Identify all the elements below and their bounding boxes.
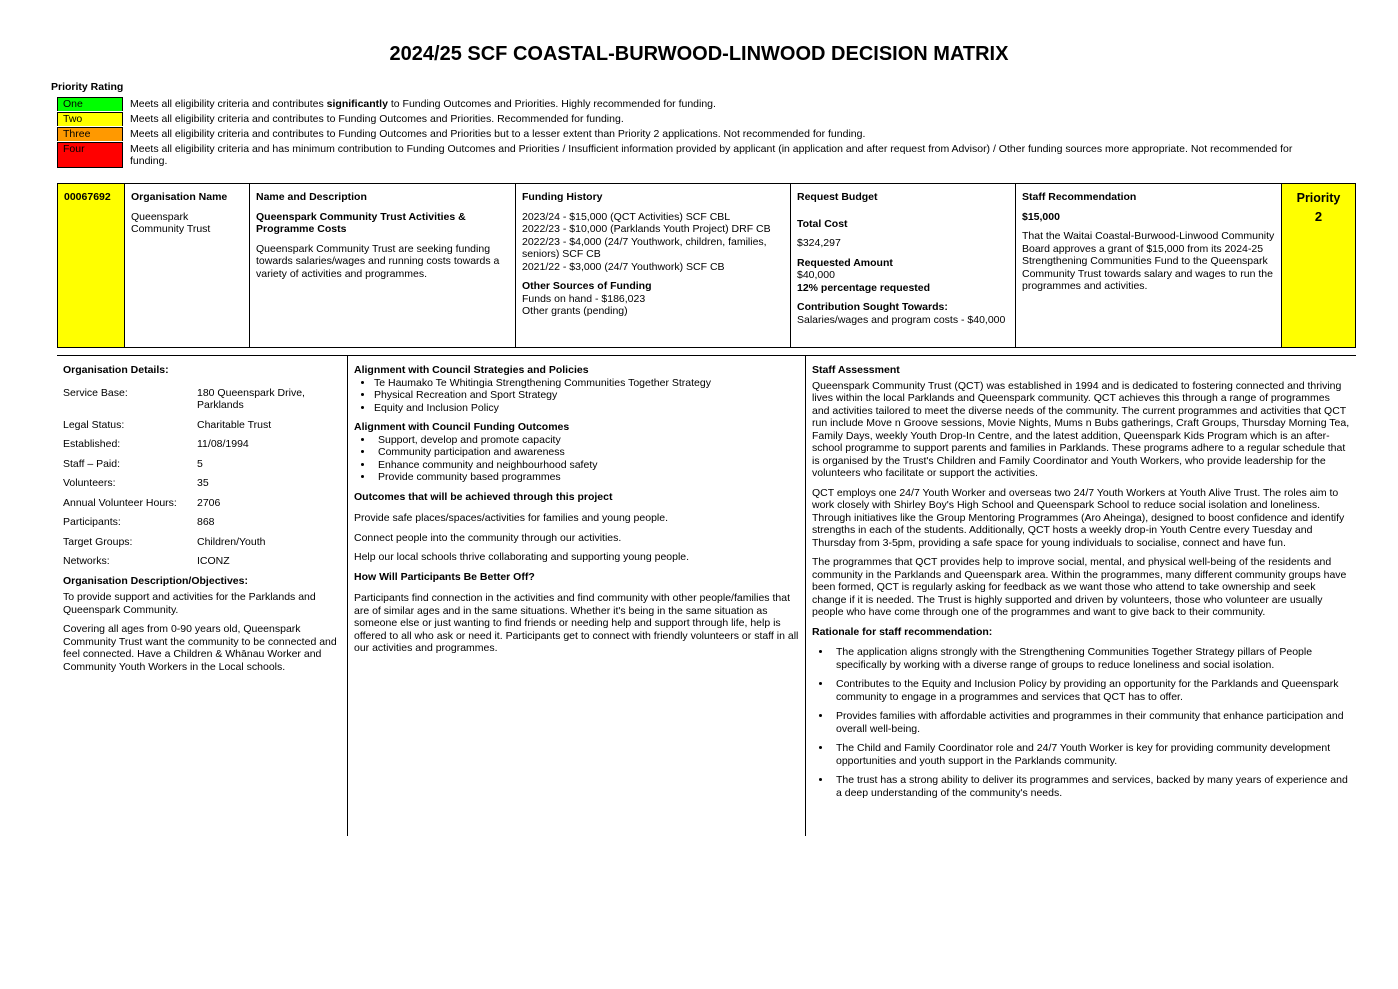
- legend-text-two: Meets all eligibility criteria and contributes to Funding Outcomes and Priorities. Recommended for funding.: [130, 113, 624, 125]
- detail-row: Service Base: 180 Queenspark Drive, Parklands: [63, 386, 305, 411]
- requested-amount-label: Requested Amount: [797, 256, 893, 269]
- funding-outcomes-heading: Alignment with Council Funding Outcomes: [354, 421, 570, 433]
- project-name: Queenspark Community Trust Activities & Programme Costs: [256, 210, 466, 235]
- strategy-item: • Te Haumako Te Whitingia Strengthening Communities Together Strategy: [374, 377, 799, 390]
- application-summary-table: [57, 183, 1356, 348]
- funding-history-item: 2021/22 - $3,000 (24/7 Youthwork) SCF CB: [522, 260, 725, 273]
- detail-row: Established: 11/08/1994: [63, 438, 249, 450]
- contribution-label: Contribution Sought Towards:: [797, 301, 948, 313]
- detail-row: Target Groups: Children/Youth: [63, 535, 266, 548]
- request-budget-heading: Request Budget: [797, 191, 878, 203]
- legend-swatch-three: Three: [57, 127, 123, 141]
- legend-swatch-two: Two: [57, 112, 123, 126]
- organisation-details-column: [57, 356, 348, 836]
- organisation-cell: [125, 184, 250, 347]
- funding-history-cell: [516, 184, 791, 347]
- other-sources-heading: Other Sources of Funding: [522, 280, 652, 292]
- recommendation-text: That the Waitai Coastal-Burwood-Linwood Community Board approves a grant of $15,000 from its 2024-25 Strengthening Communities Fund to the Queenspark Community Trust towards salary and wages to run the programmes and activities.: [1022, 230, 1275, 292]
- project-description: Queenspark Community Trust are seeking funding towards salaries/wages and running costs towards a variety of activities and programmes.: [256, 242, 500, 280]
- request-budget-cell: [791, 184, 1016, 347]
- outcome-item: • Community participation and awareness: [374, 446, 799, 459]
- recommended-amount: $15,000: [1022, 210, 1060, 223]
- outcome-item: • Enhance community and neighbourhood safety: [374, 459, 799, 472]
- page-title: 2024/25 SCF COASTAL-BURWOOD-LINWOOD DECISION MATRIX: [389, 43, 1009, 65]
- other-source-item: Funds on hand - $186,023: [522, 292, 646, 305]
- rationale-heading: Rationale for staff recommendation:: [812, 625, 993, 638]
- assessment-para: Queenspark Community Trust (QCT) was established in 1994 and is dedicated to fostering connected and thriving lives within the local Parklands and Queenspark community. QCT achieves this through a range of programmes and activities tailored to meet the diverse needs of the community. The current programmes and activities that QCT run include Move n Groove sessions, Movie Nights, Mums n Bubs gatherings, Craft Groups, Thursday Morning Tea, Family Days, weekly Youth Drop-In Centre, and the latest addition, Queenspark Kids Program which is an after-school programme to support parents and families in Parklands. These programs adhere to a regular schedule that is organised by the Trust's Children and Family Coordinator and Youth Workers, who provide leadership for the volunteers who facilitate or support the activities.: [812, 379, 1350, 479]
- staff-assessment-heading: Staff Assessment: [812, 364, 900, 376]
- detail-row: Legal Status: Charitable Trust: [63, 418, 272, 431]
- legend-row-four: [57, 142, 1317, 168]
- rationale-item: • Contributes to the Equity and Inclusion Policy by providing an opportunity for the Parklands and Queenspark community to engage in a programmes and services that QCT has to offer.: [832, 678, 1350, 703]
- funding-history-item: 2023/24 - $15,000 (QCT Activities) SCF CBL: [522, 210, 731, 223]
- strategies-heading: Alignment with Council Strategies and Policies: [354, 364, 589, 376]
- strategy-item: • Physical Recreation and Sport Strategy: [374, 389, 799, 402]
- legend-text-four: Meets all eligibility criteria and has minimum contribution to Funding Outcomes and Priorities / Insufficient information provided by applicant (in application and after request from Advisor) / Other funding sources more appropriate. Not recommended for funding.: [130, 143, 1293, 167]
- achieved-outcome: Provide safe places/spaces/activities for families and young people.: [354, 512, 669, 524]
- description-cell: [250, 184, 516, 347]
- application-id-cell: [58, 184, 125, 347]
- detail-row: Volunteers: 35: [63, 477, 209, 489]
- org-description-heading: Organisation Description/Objectives:: [63, 574, 248, 587]
- org-description-para: To provide support and activities for the Parklands and Queenspark Community.: [63, 591, 316, 616]
- detail-row: Participants: 868: [63, 516, 215, 528]
- legend-row-three: [57, 127, 1317, 142]
- assessment-section: [57, 355, 1356, 836]
- legend-text-three: Meets all eligibility criteria and contributes to Funding Outcomes and Priorities but to a lesser extent than Priority 2 applications. Not recommended for funding.: [130, 128, 866, 140]
- priority-cell: [1282, 184, 1355, 347]
- priority-value: 2: [1314, 209, 1323, 224]
- assessment-para: The programmes that QCT provides help to improve social, mental, and physical well-being of the residents and community in the Parklands and Queenspark area. Within the programmes, many different community groups have been formed, QCT is regularly asking for feedback as we want those who attend to take ownership and seek change if it is needed. The Trust is highly supported and driven by volunteers, those who volunteer are usually people who have come through one of the programmes and want to give back to their community.: [812, 556, 1347, 618]
- org-name: Queenspark Community Trust: [131, 210, 211, 235]
- detail-row: Staff – Paid: 5: [63, 457, 203, 470]
- legend-row-one: [57, 97, 1317, 112]
- staff-assessment-column: [806, 356, 1356, 836]
- legend-swatch-one: One: [57, 97, 123, 111]
- strategy-item: • Equity and Inclusion Policy: [374, 402, 799, 415]
- assessment-para: QCT employs one 24/7 Youth Worker and overseas two 24/7 Youth Workers at Youth Alive Trust. The roles aim to work closely with Shirley Boy's High School and Queenspark School to reduce social isolation and loneliness. Through initiatives like the Group Mentoring Programmes (Aro Aheinga), designed to boost confidence and identify strengths in each of the students. Additionally, QCT hosts a weekly drop-in Youth Centre every Tuesday and Thursday from 3-5pm, providing a safe space for young individuals to socialise, connect and have fun.: [812, 486, 1345, 549]
- contribution-value: Salaries/wages and program costs - $40,000: [797, 313, 1006, 326]
- total-cost-label: Total Cost: [797, 217, 848, 230]
- other-source-item: Other grants (pending): [522, 305, 628, 317]
- achieved-outcome: Help our local schools thrive collaborating and supporting young people.: [354, 551, 690, 563]
- rationale-item: • The Child and Family Coordinator role and 24/7 Youth Worker is key for providing community development opportunities and youth support in the Parklands community.: [832, 742, 1350, 767]
- rationale-item: • Provides families with affordable activities and programmes in their community that enhance participation and overall well-being.: [832, 710, 1350, 735]
- outcome-item: • Provide community based programmes: [374, 471, 799, 484]
- application-id: 00067692: [64, 191, 111, 203]
- detail-row: Networks: ICONZ: [63, 555, 230, 567]
- better-off-heading: How Will Participants Be Better Off?: [354, 570, 535, 583]
- legend-text-one: Meets all eligibility criteria and contributes significantly to Funding Outcomes and Priorities. Highly recommended for funding.: [130, 98, 716, 110]
- priority-rating-label: Priority Rating: [51, 81, 124, 93]
- total-cost-value: $324,297: [797, 237, 841, 249]
- staff-recommendation-cell: [1016, 184, 1282, 347]
- org-description-para: Covering all ages from 0-90 years old, Queenspark Community Trust want the community to be connected and feel connected. Have a Children & Whānau Worker and Community Youth Workers in the Local schools.: [63, 623, 337, 673]
- percentage-requested: 12% percentage requested: [797, 281, 931, 294]
- legend-row-two: [57, 112, 1317, 127]
- description-heading: Name and Description: [256, 191, 367, 203]
- outcome-item: • Support, develop and promote capacity: [374, 434, 799, 447]
- staff-recommendation-heading: Staff Recommendation: [1022, 191, 1137, 203]
- achieved-outcomes-heading: Outcomes that will be achieved through this project: [354, 490, 613, 503]
- funding-history-heading: Funding History: [522, 191, 603, 203]
- funding-history-item: 2022/23 - $4,000 (24/7 Youthwork, children, families, seniors) SCF CB: [522, 235, 767, 260]
- org-details-heading: Organisation Details:: [63, 364, 169, 376]
- priority-legend: [57, 97, 1317, 168]
- rationale-item: • The trust has a strong ability to deliver its programmes and services, backed by many years of experience and a deep understanding of the community's needs.: [832, 774, 1350, 799]
- funding-history-item: 2022/23 - $10,000 (Parklands Youth Project) DRF CB: [522, 223, 771, 235]
- requested-amount-value: $40,000: [797, 269, 835, 281]
- org-name-heading: Organisation Name: [131, 191, 228, 203]
- achieved-outcome: Connect people into the community through our activities.: [354, 531, 622, 544]
- alignment-column: [348, 356, 806, 836]
- priority-label: Priority: [1296, 191, 1341, 205]
- rationale-item: • The application aligns strongly with the Strengthening Communities Together Strategy pillars of People specifically by working with a diverse range of groups to reduce loneliness and social isolation.: [832, 646, 1350, 671]
- legend-swatch-four: Four: [57, 142, 123, 168]
- better-off-text: Participants find connection in the activities and find community with other people/families that are of similar ages and in the same situations. Whether it's being in the same situation as someone else or just wanting to find friends or needing help and support through life, help is offered to all who ask or need it. Participants get to connect with friendly volunteers or staff in all our activities and programmes.: [354, 592, 799, 654]
- detail-row: Annual Volunteer Hours: 2706: [63, 496, 221, 509]
